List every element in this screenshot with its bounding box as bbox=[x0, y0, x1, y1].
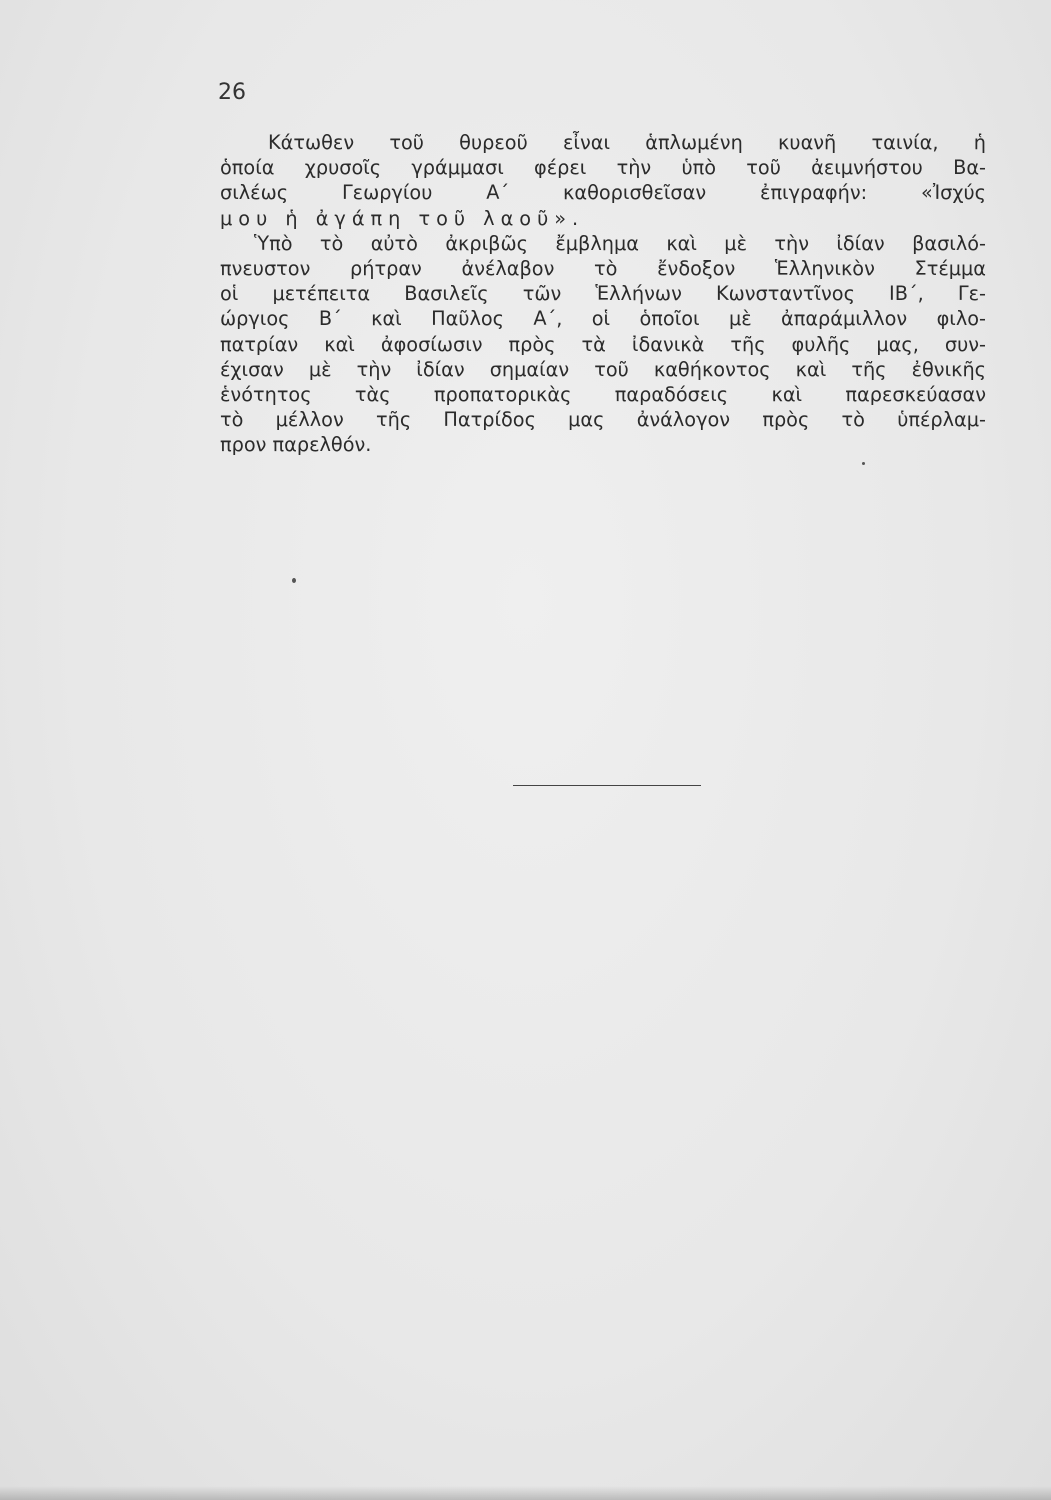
ink-speck bbox=[862, 462, 865, 465]
body-text bbox=[220, 130, 986, 458]
ink-speck bbox=[292, 578, 296, 583]
end-rule bbox=[513, 785, 701, 786]
text-line: Ὑπὸ τὸ αὐτὸ ἀκριβῶς ἔμβλημα καὶ μὲ τὴν ἰδίαν βασιλό- bbox=[254, 231, 986, 255]
text-line: τὸ μέλλον τῆς Πατρίδος μας ἀνάλογον πρὸς τὸ ὑπέρλαμ- bbox=[220, 408, 986, 432]
text-line: πνευστον ρήτραν ἀνέλαβον τὸ ἔνδοξον Ἑλληνικὸν Στέμμα bbox=[220, 257, 986, 281]
text-line: οἱ μετέπειτα Βασιλεῖς τῶν Ἑλλήνων Κωνσταντῖνος ΙΒ΄, Γε- bbox=[220, 282, 986, 306]
text-line: Κάτωθεν τοῦ θυρεοῦ εἶναι ἁπλωμένη κυανῆ ταινία, ἡ bbox=[268, 131, 986, 154]
page-bottom-edge bbox=[0, 1486, 1051, 1500]
text-line: ὁποία χρυσοῖς γράμμασι φέρει τὴν ὑπὸ τοῦ ἀειμνήστου Βα- bbox=[220, 156, 986, 180]
text-line: πατρίαν καὶ ἀφοσίωσιν πρὸς τὰ ἰδανικὰ τῆς φυλῆς μας, συν- bbox=[220, 332, 986, 356]
text-line: σιλέως Γεωργίου Α΄ καθορισθεῖσαν ἐπιγραφήν: «Ἰσχύς bbox=[220, 181, 986, 205]
page-number: 26 bbox=[218, 80, 246, 105]
text-line: ἑνότητος τὰς προπατορικὰς παραδόσεις καὶ παρεσκεύασαν bbox=[220, 383, 986, 407]
text-line: ώργιος Β΄ καὶ Παῦλος Α΄, οἱ ὁποῖοι μὲ ἀπαράμιλλον φιλο- bbox=[220, 307, 986, 331]
text-line: προν παρελθόν. bbox=[220, 433, 372, 457]
text-line: μου ἡ ἀγάπη τοῦ λαοῦ». bbox=[220, 206, 585, 230]
text-line: έχισαν μὲ τὴν ἰδίαν σημαίαν τοῦ καθήκοντος καὶ τῆς ἐθνικῆς bbox=[220, 357, 986, 381]
